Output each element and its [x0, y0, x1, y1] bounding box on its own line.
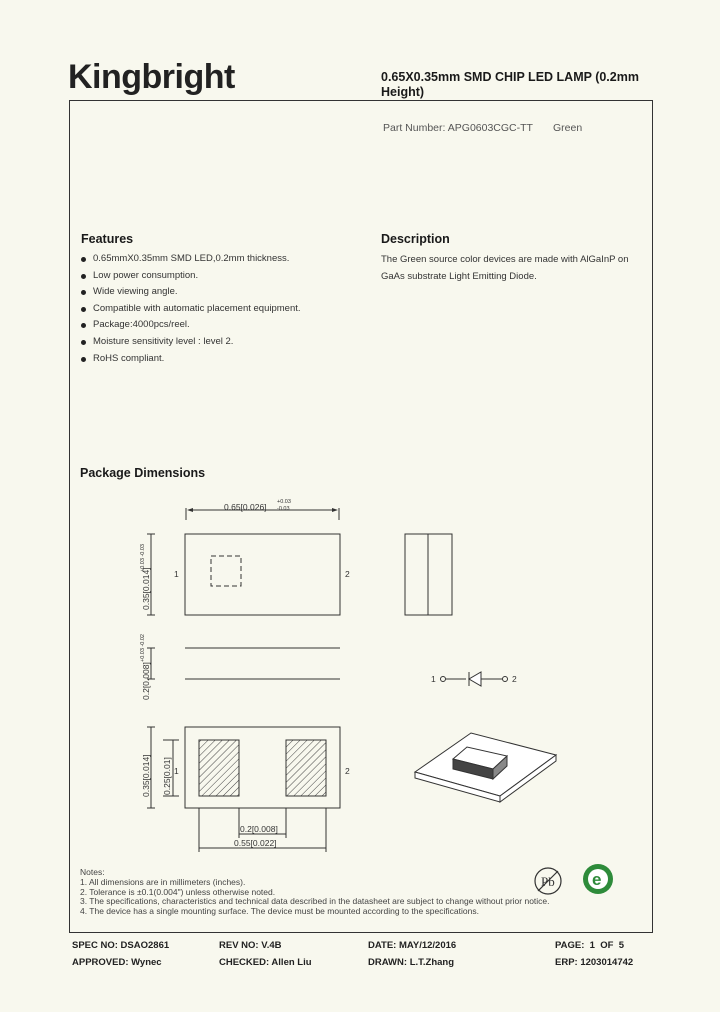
bottom-inner-height-dim: 0.25[0.01]: [162, 757, 172, 795]
spec-no: SPEC NO: DSAO2861: [72, 940, 170, 951]
diode-terminal-2: [503, 677, 508, 682]
bullet-icon: [81, 307, 86, 312]
top-view-body: [185, 534, 340, 615]
description-heading: Description: [381, 232, 450, 246]
feature-item: Compatible with automatic placement equipment.: [80, 301, 370, 318]
feature-item: Package:4000pcs/reel.: [80, 317, 370, 334]
bullet-icon: [81, 323, 86, 328]
top-width-dim: 0.65[0.026]: [224, 502, 267, 512]
note-item: 4. The device has a single mounting surface. The device must be mounted according to the specifications.: [80, 906, 479, 917]
solder-pad-1: [199, 740, 239, 796]
bottom-outer-height-dim: 0.35[0.014]: [141, 754, 151, 797]
document-title: 0.65X0.35mm SMD CHIP LED LAMP (0.2mm Height): [381, 70, 639, 99]
drawn-by: DRAWN: L.T.Zhang: [368, 957, 455, 968]
top-width-tol-plus: +0.03: [277, 499, 291, 505]
bottom-gap-dim: 0.2[0.008]: [240, 824, 278, 834]
chip-outline-dashed: [211, 556, 241, 586]
date: DATE: MAY/12/2016: [368, 940, 457, 951]
top-view-pin-2: 2: [345, 569, 350, 579]
diode-terminal-1: [441, 677, 446, 682]
feature-item: RoHS compliant.: [80, 351, 370, 368]
feature-item: Moisture sensitivity level : level 2.: [80, 334, 370, 351]
feature-item: Wide viewing angle.: [80, 284, 370, 301]
page-number: PAGE: 1 OF 5: [555, 940, 624, 951]
top-height-dim: 0.35[0.014]: [141, 567, 151, 610]
rohs-e-label: e: [592, 870, 602, 889]
note-item: 1. All dimensions are in millimeters (inches).: [80, 876, 246, 887]
bullet-icon: [81, 257, 86, 262]
part-number: Part Number: APG0603CGC-TT: [383, 122, 533, 134]
top-height-tol: +0.03 -0.03: [140, 544, 146, 572]
side-height-dim: 0.2[0.008]: [141, 662, 151, 700]
bullet-icon: [81, 357, 86, 362]
checked-by: CHECKED: Allen Liu: [219, 957, 312, 968]
approved-by: APPROVED: Wynec: [72, 957, 162, 968]
package-drawing: [69, 490, 653, 870]
pb-free-label: Pb: [541, 874, 555, 889]
bottom-view-pin-2: 2: [345, 766, 350, 776]
bottom-view-pin-1: 1: [174, 766, 179, 776]
description-text: The Green source color devices are made with AlGaInP on GaAs substrate Light Emitting Diode.: [381, 254, 629, 282]
side-height-tol: +0.03 -0.02: [140, 634, 146, 662]
note-item: 2. Tolerance is ±0.1(0.004") unless otherwise noted.: [80, 886, 276, 897]
diode-pin-1: 1: [431, 674, 436, 684]
note-item: 3. The specifications, characteristics and technical data described in the datasheet are subject to change without prior notice.: [80, 896, 550, 907]
bullet-icon: [81, 290, 86, 295]
package-dimensions-heading: Package Dimensions: [80, 466, 206, 480]
features-heading: Features: [81, 232, 134, 246]
notes-heading: Notes:: [80, 867, 105, 877]
diode-symbol: [469, 672, 481, 686]
top-width-tol-minus: -0.03: [277, 506, 290, 512]
notes: [80, 868, 550, 917]
features-list: [80, 251, 370, 367]
feature-item: 0.65mmX0.35mm SMD LED,0.2mm thickness.: [80, 251, 370, 268]
rev-no: REV NO: V.4B: [219, 940, 282, 951]
bottom-width-dim: 0.55[0.022]: [234, 838, 277, 848]
bullet-icon: [81, 274, 86, 279]
diode-pin-2: 2: [512, 674, 517, 684]
solder-pad-2: [286, 740, 326, 796]
bullet-icon: [81, 340, 86, 345]
erp-number: ERP: 1203014742: [555, 957, 634, 968]
top-view-pin-1: 1: [174, 569, 179, 579]
part-color: Green: [553, 122, 583, 134]
feature-item: Low power consumption.: [80, 268, 370, 285]
kingbright-logo: Kingbright: [68, 58, 235, 96]
